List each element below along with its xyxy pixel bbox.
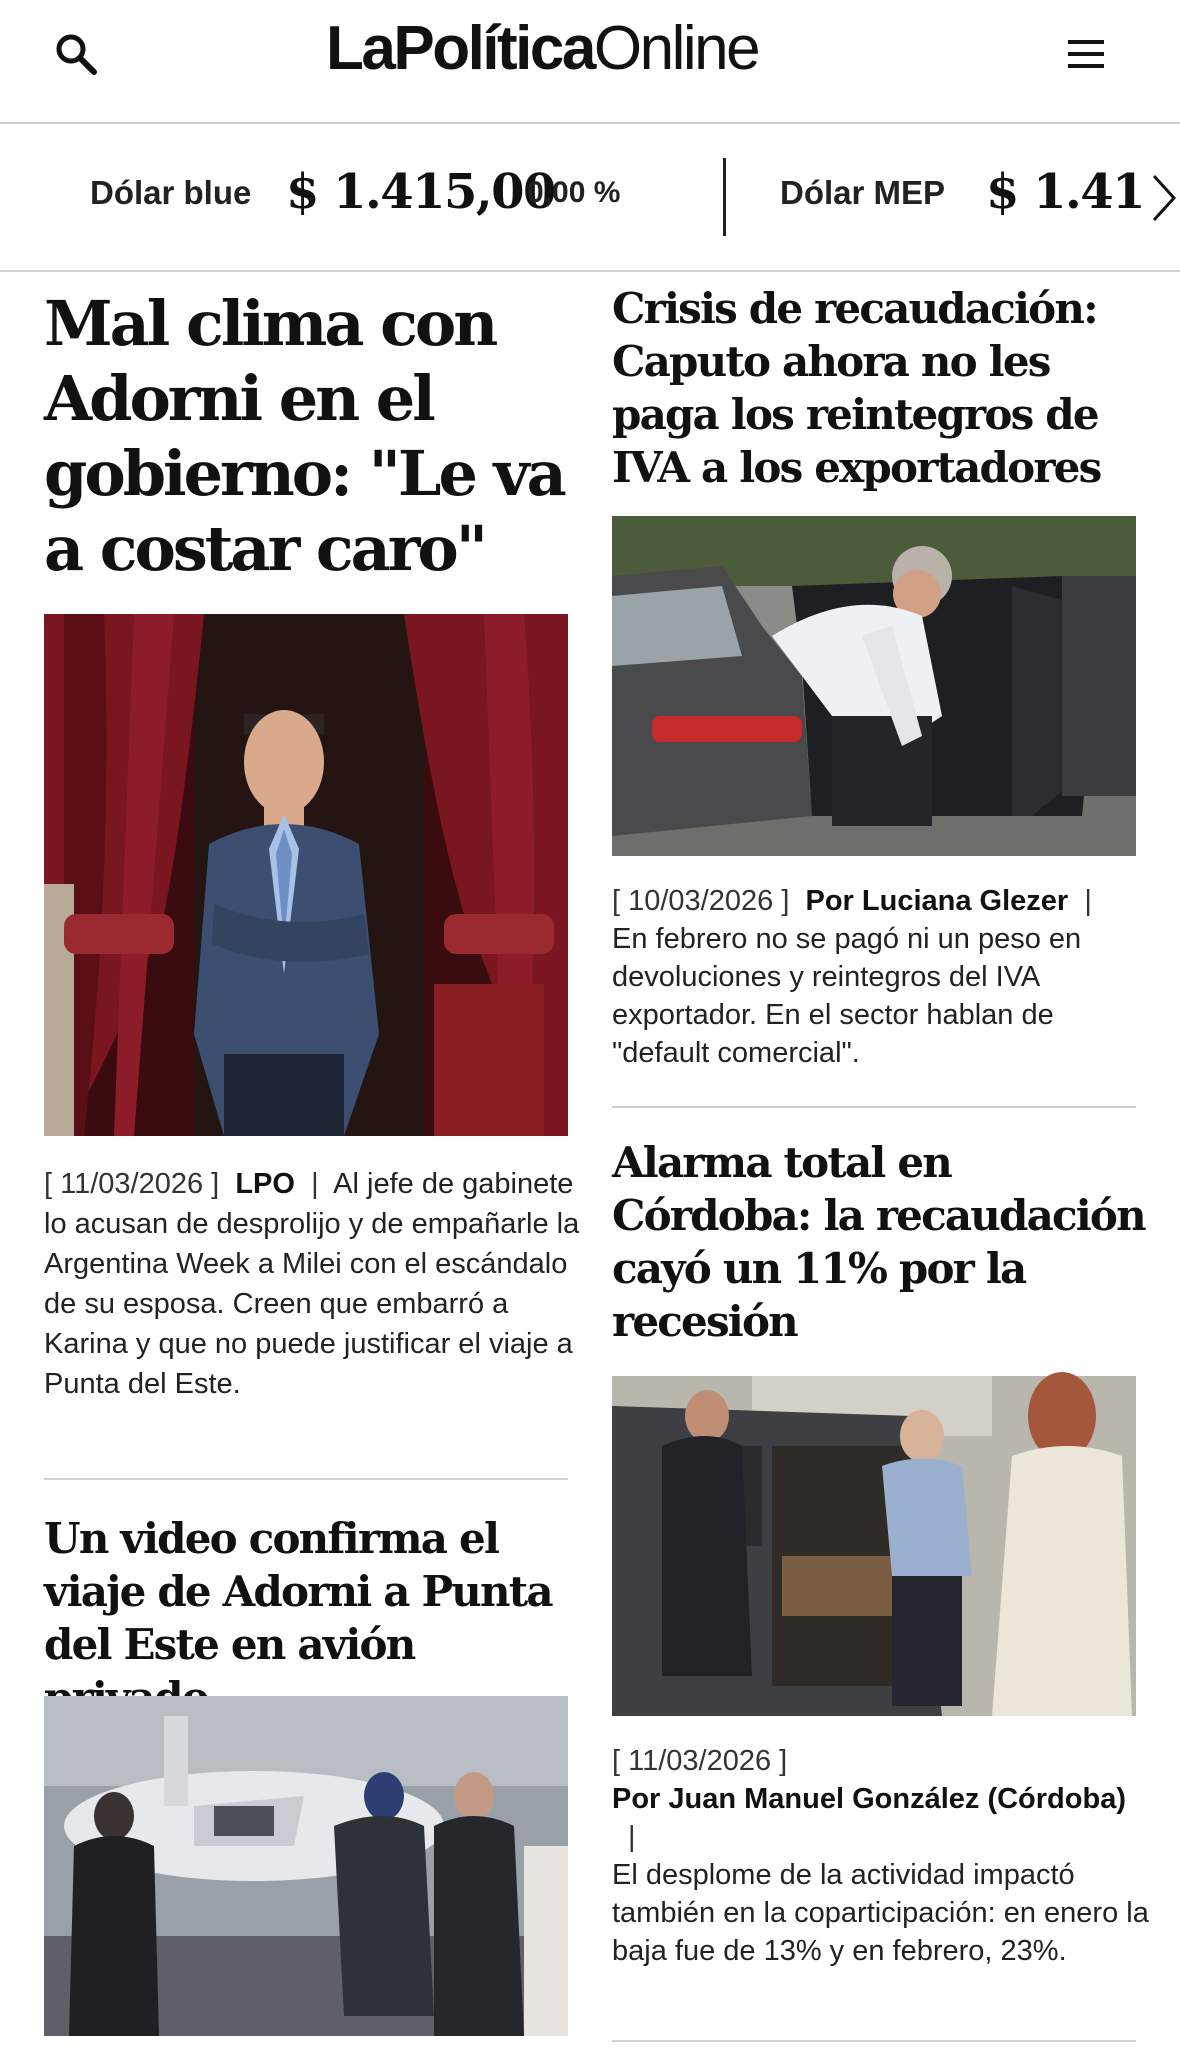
article-date: [ 10/03/2026 ]: [612, 885, 790, 917]
article-summary: En febrero no se pagó ni un peso en devoluciones y reintegros del IVA exportador. En el sector hablan de "default comercial".: [612, 923, 1082, 1069]
chevron-right-icon[interactable]: [1148, 168, 1180, 228]
article-summary: Al jefe de gabinete lo acusan de desprolijo y de empañarle la Argentina Week a Milei con el escándalo de su esposa. Creen que embarró a Karina y que no puede justificar el viaje a Punta del Este.: [44, 1168, 580, 1400]
ticker-divider: [723, 158, 726, 236]
ticker-value-clip: [984, 154, 1145, 244]
meta-separator: |: [628, 1821, 636, 1853]
site-logo[interactable]: [326, 14, 758, 84]
article-date: [ 11/03/2026 ]: [612, 1745, 788, 1777]
video-article-photo[interactable]: [44, 1696, 568, 2036]
article-summary: El desplome de la actividad impactó también en la coparticipación: en enero la baja fue de 13% y en febrero, 23%.: [612, 1859, 1149, 1967]
meta-separator: |: [1084, 885, 1092, 917]
article-author[interactable]: Por Luciana Glezer: [805, 885, 1069, 917]
caputo-article-photo[interactable]: [612, 516, 1136, 856]
main-headline[interactable]: Mal clima con Adorni en el gobierno: "Le va a costar caro": [44, 287, 564, 585]
main-article-meta: [44, 1164, 584, 1404]
divider: [44, 1478, 568, 1480]
ticker-value: $ 1.41: [986, 164, 1145, 220]
caputo-headline[interactable]: Crisis de recaudación: Caputo ahora no les paga los reintegros de IVA a los exportadores: [612, 284, 1101, 492]
site-header: [0, 0, 1180, 124]
divider: [612, 1106, 1136, 1108]
divider: [612, 2040, 1136, 2042]
cordoba-article-photo[interactable]: [612, 1376, 1136, 1716]
cordoba-headline[interactable]: Alarma total en Córdoba: la recaudación cayó un 11% por la recesión: [612, 1138, 1145, 1346]
ticker-label: Dólar blue: [90, 174, 252, 211]
article-author[interactable]: LPO: [235, 1168, 295, 1200]
ticker-label: Dólar MEP: [780, 174, 946, 211]
search-icon[interactable]: [50, 28, 102, 80]
cordoba-article-meta: [612, 1742, 1152, 1970]
meta-separator: |: [311, 1168, 319, 1200]
currency-ticker: [0, 124, 1180, 272]
video-headline[interactable]: Un video confirma el viaje de Adorni a Punta del Este en avión: [44, 1514, 552, 1669]
ticker-value: $ 1.415,00: [286, 164, 555, 220]
ticker-change: 0,00 %: [527, 176, 621, 209]
main-article-photo[interactable]: [44, 614, 568, 1136]
article-author[interactable]: Por Juan Manuel González (Córdoba): [612, 1783, 1126, 1815]
logo-light-text: Online: [593, 14, 759, 83]
caputo-article-meta: [612, 882, 1152, 1072]
logo-bold-text: LaPolítica: [326, 14, 594, 83]
hamburger-menu-icon[interactable]: [1060, 28, 1112, 80]
article-date: [ 11/03/2026 ]: [44, 1168, 220, 1200]
